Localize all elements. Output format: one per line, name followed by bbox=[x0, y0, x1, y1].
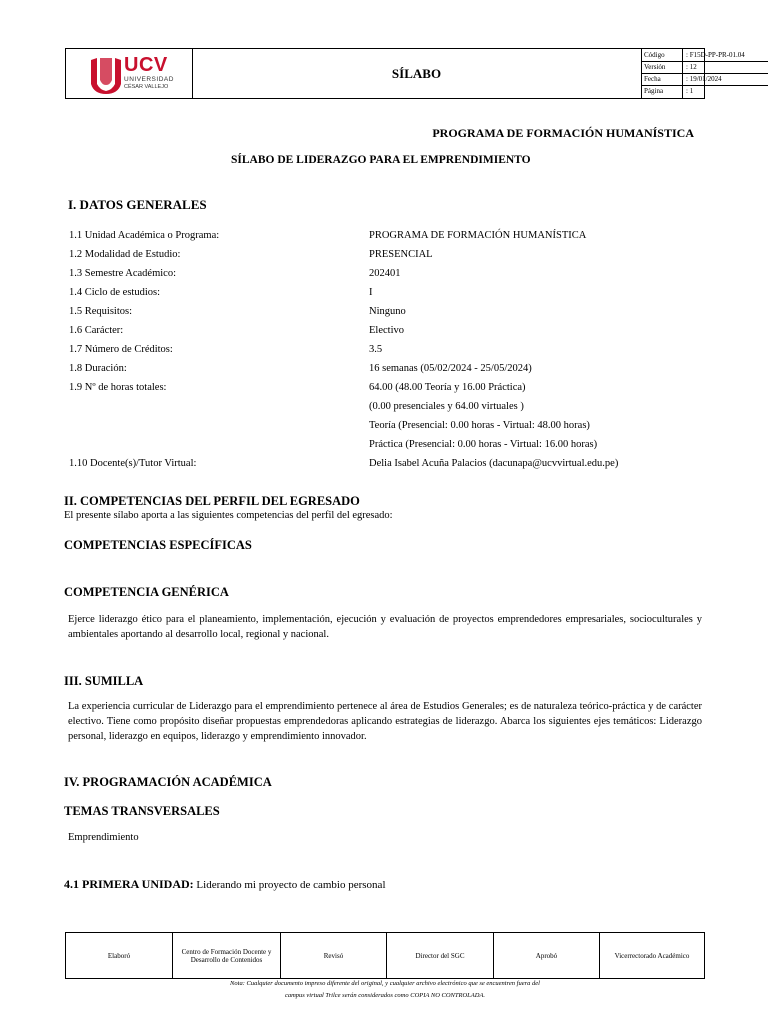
meta-code: Código : F15D-PP-PR-01.04 bbox=[644, 51, 745, 59]
footer-cell-reviso: Revisó bbox=[281, 933, 387, 978]
logo-cell bbox=[66, 49, 193, 98]
footer-cell-aprobo: Aprobó bbox=[494, 933, 600, 978]
logo-brand: UCV bbox=[124, 54, 168, 76]
document-meta bbox=[642, 49, 745, 98]
generic-competency-text: Ejerce liderazgo ético para el planeamiento, implementación, ejecución y evaluación de proyectos emprendedores empresariales, socioculturales y ambientales aportando al desarrollo local, regional y nacional. bbox=[68, 614, 702, 640]
general-data-key: 1.8 Duración: bbox=[69, 363, 127, 374]
meta-page: Página : 1 bbox=[644, 87, 694, 95]
footer-cell-director: Director del SGC bbox=[387, 933, 494, 978]
general-data-key: 1.4 Ciclo de estudios: bbox=[69, 287, 160, 298]
footer-table bbox=[65, 932, 705, 979]
unit-label: 4.1 PRIMERA UNIDAD: bbox=[64, 877, 194, 891]
footer-cell-vicerrectorado: Vicerrectorado Académico bbox=[614, 951, 690, 960]
meta-date: Fecha : 19/01/2024 bbox=[644, 75, 722, 83]
transversal-item: Emprendimiento bbox=[68, 832, 139, 843]
transversal-title: TEMAS TRANSVERSALES bbox=[64, 804, 220, 818]
general-data-value: Teoría (Presencial: 0.00 horas - Virtual: 48.00 horas) bbox=[369, 420, 590, 431]
footer-cell-elaboro: Elaboró bbox=[66, 933, 173, 978]
general-data-key: 1.1 Unidad Académica o Programa: bbox=[69, 230, 220, 241]
logo-line1: UNIVERSIDAD bbox=[124, 76, 174, 83]
general-data-key: 1.9 Nº de horas totales: bbox=[69, 382, 167, 393]
general-data-key: 1.10 Docente(s)/Tutor Virtual: bbox=[69, 458, 197, 469]
general-data-value: I bbox=[369, 287, 373, 298]
logo-line2: CÉSAR VALLEJO bbox=[124, 84, 169, 90]
generic-competency-title: COMPETENCIA GENÉRICA bbox=[64, 585, 229, 599]
general-data-value: PRESENCIAL bbox=[369, 249, 433, 260]
general-data-value: (0.00 presenciales y 64.00 virtuales ) bbox=[369, 401, 524, 412]
header-table bbox=[65, 48, 745, 99]
first-unit-heading bbox=[64, 877, 386, 892]
section4-title: IV. PROGRAMACIÓN ACADÉMICA bbox=[64, 775, 272, 789]
general-data-value: 64.00 (48.00 Teoría y 16.00 Práctica) bbox=[369, 382, 526, 393]
section2-intro: El presente sílabo aporta a las siguientes competencias del perfil del egresado: bbox=[64, 510, 393, 521]
general-data-value: 202401 bbox=[369, 268, 401, 279]
course-title: SÍLABO DE LIDERAZGO PARA EL EMPRENDIMIENTO bbox=[231, 154, 531, 166]
general-data-value: 16 semanas (05/02/2024 - 25/05/2024) bbox=[369, 363, 532, 374]
general-data-value: Delia Isabel Acuña Palacios (dacunapa@ucvvirtual.edu.pe) bbox=[369, 458, 619, 469]
section3-title: III. SUMILLA bbox=[64, 674, 144, 688]
specific-competencies-title: COMPETENCIAS ESPECÍFICAS bbox=[64, 538, 252, 552]
program-heading: PROGRAMA DE FORMACIÓN HUMANÍSTICA bbox=[432, 126, 694, 140]
footer-cell-centro: Centro de Formación Docente y Desarrollo de Contenidos bbox=[173, 933, 281, 978]
general-data-value: Práctica (Presencial: 0.00 horas - Virtual: 16.00 horas) bbox=[369, 439, 598, 450]
general-data-value: Ninguno bbox=[369, 306, 406, 317]
general-data-key: 1.2 Modalidad de Estudio: bbox=[69, 249, 181, 260]
section2-title: II. COMPETENCIAS DEL PERFIL DEL EGRESADO bbox=[64, 494, 360, 508]
footer-note-line2: campus virtual Trilce serán considerados como COPIA NO CONTROLADA. bbox=[284, 992, 486, 999]
general-data-key: 1.6 Carácter: bbox=[69, 325, 124, 336]
unit-name: Liderando mi proyecto de cambio personal bbox=[193, 879, 386, 891]
general-data-value: Electivo bbox=[369, 325, 404, 336]
sumilla-text: La experiencia curricular de Liderazgo para el emprendimiento pertenece al área de Estudios Generales; es de naturaleza teórico-práctica y de carácter electivo. Tiene como propósito diseñar propuestas emprendedoras aplicando estrategias de liderazgo. Abarca los siguientes ejes temáticos: Liderazgo personal, liderazgo en equipos, liderazgo y emprendimiento innovador. bbox=[68, 701, 702, 742]
general-data-key: 1.7 Número de Créditos: bbox=[69, 344, 173, 355]
general-data-key: 1.3 Semestre Académico: bbox=[69, 268, 177, 279]
section1-title: I. DATOS GENERALES bbox=[68, 197, 207, 212]
footer-note-line1: Nota: Cualquier documento impreso diferente del original, y cualquier archivo electrónico que se encuentren fuera del bbox=[230, 980, 540, 987]
general-data-key: 1.5 Requisitos: bbox=[69, 306, 133, 317]
general-data-value: PROGRAMA DE FORMACIÓN HUMANÍSTICA bbox=[369, 230, 587, 241]
general-data-value: 3.5 bbox=[369, 344, 383, 355]
meta-version: Versión : 12 bbox=[644, 63, 697, 71]
document-title: SÍLABO bbox=[192, 49, 642, 98]
